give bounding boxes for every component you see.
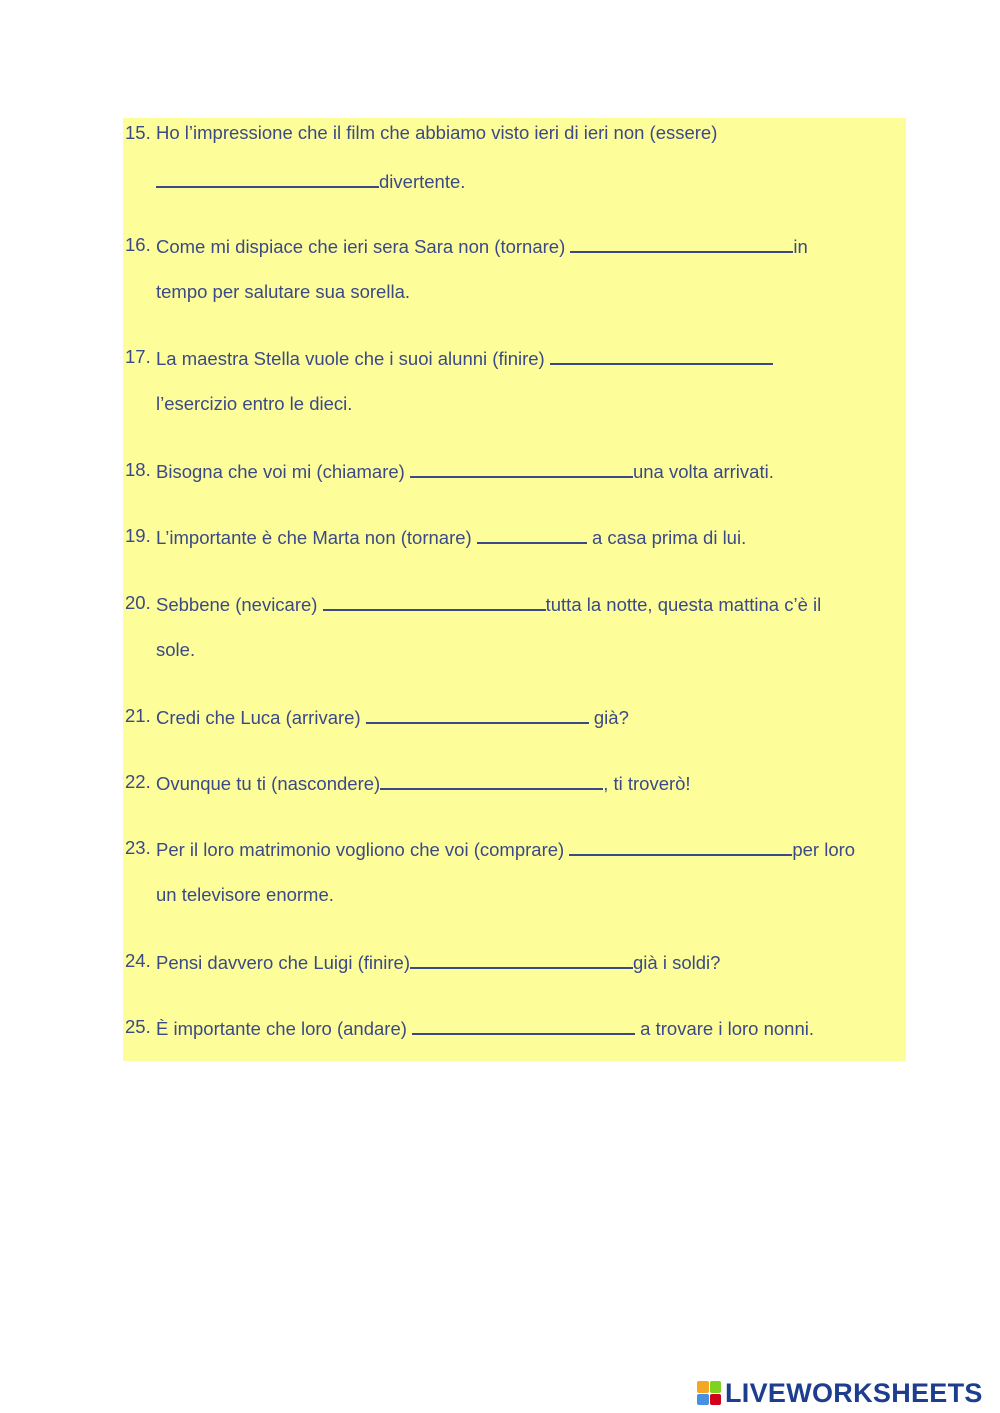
answer-blank[interactable] [477,525,587,544]
answer-blank[interactable] [366,705,589,724]
exercise-text: La maestra Stella vuole che i suoi alunni (finire) [156,346,773,370]
exercise-text: L’importante è che Marta non (tornare) a casa prima di lui. [156,527,747,548]
exercise-text: Pensi davvero che Luigi (finire) già i soldi? [156,952,721,973]
exercise-text: Credi che Luca (arrivare) già? [156,707,629,728]
exercise-text: È importante che loro (andare) a trovare i loro nonni. [156,1018,814,1039]
answer-blank[interactable] [412,1016,635,1035]
exercise-text: Sebbene (nevicare) tutta la notte, questa mattina c’è il [156,594,822,615]
exercise-text-line2: tempo per salutare sua sorella. [156,281,410,302]
exercise-number: 19. [125,525,151,546]
exercise-number: 16. [125,234,151,255]
liveworksheets-branding[interactable] [697,1378,983,1408]
answer-blank[interactable] [410,459,633,478]
answer-blank[interactable] [550,346,773,365]
exercise-text: Ho l’impressione che il film che abbiamo visto ieri di ieri non (essere) [156,122,718,143]
exercise-text: Come mi dispiace che ieri sera Sara non (tornare) in [156,236,808,257]
exercise-text-line2: divertente. [156,169,465,193]
answer-blank[interactable] [570,234,793,253]
exercise-number: 17. [125,346,151,367]
exercise-text-line2: l’esercizio entro le dieci. [156,393,353,414]
exercise-text: Per il loro matrimonio vogliono che voi (comprare) per loro [156,839,856,860]
worksheet-panel [123,118,906,1061]
logo-square [697,1394,709,1406]
exercise-number: 20. [125,592,151,613]
exercise-number: 18. [125,459,151,480]
exercise-text-line2: sole. [156,639,196,660]
exercise-number: 15. [125,122,151,143]
answer-blank[interactable] [569,837,792,856]
exercise-number: 23. [125,837,151,858]
answer-blank[interactable] [156,169,379,188]
logo-square [697,1381,709,1393]
liveworksheets-logo-icon [697,1381,721,1405]
liveworksheets-wordmark: LIVEWORKSHEETS [725,1377,983,1408]
exercise-number: 21. [125,705,151,726]
answer-blank[interactable] [410,950,633,969]
logo-square [710,1381,722,1393]
logo-square [710,1394,722,1406]
answer-blank[interactable] [323,592,546,611]
exercise-text-line2: un televisore enorme. [156,884,334,905]
exercise-number: 25. [125,1016,151,1037]
answer-blank[interactable] [380,771,603,790]
exercise-text: Ovunque tu ti (nascondere) , ti troverò! [156,773,691,794]
exercise-number: 24. [125,950,151,971]
exercise-text: Bisogna che voi mi (chiamare) una volta arrivati. [156,461,774,482]
exercise-number: 22. [125,771,151,792]
